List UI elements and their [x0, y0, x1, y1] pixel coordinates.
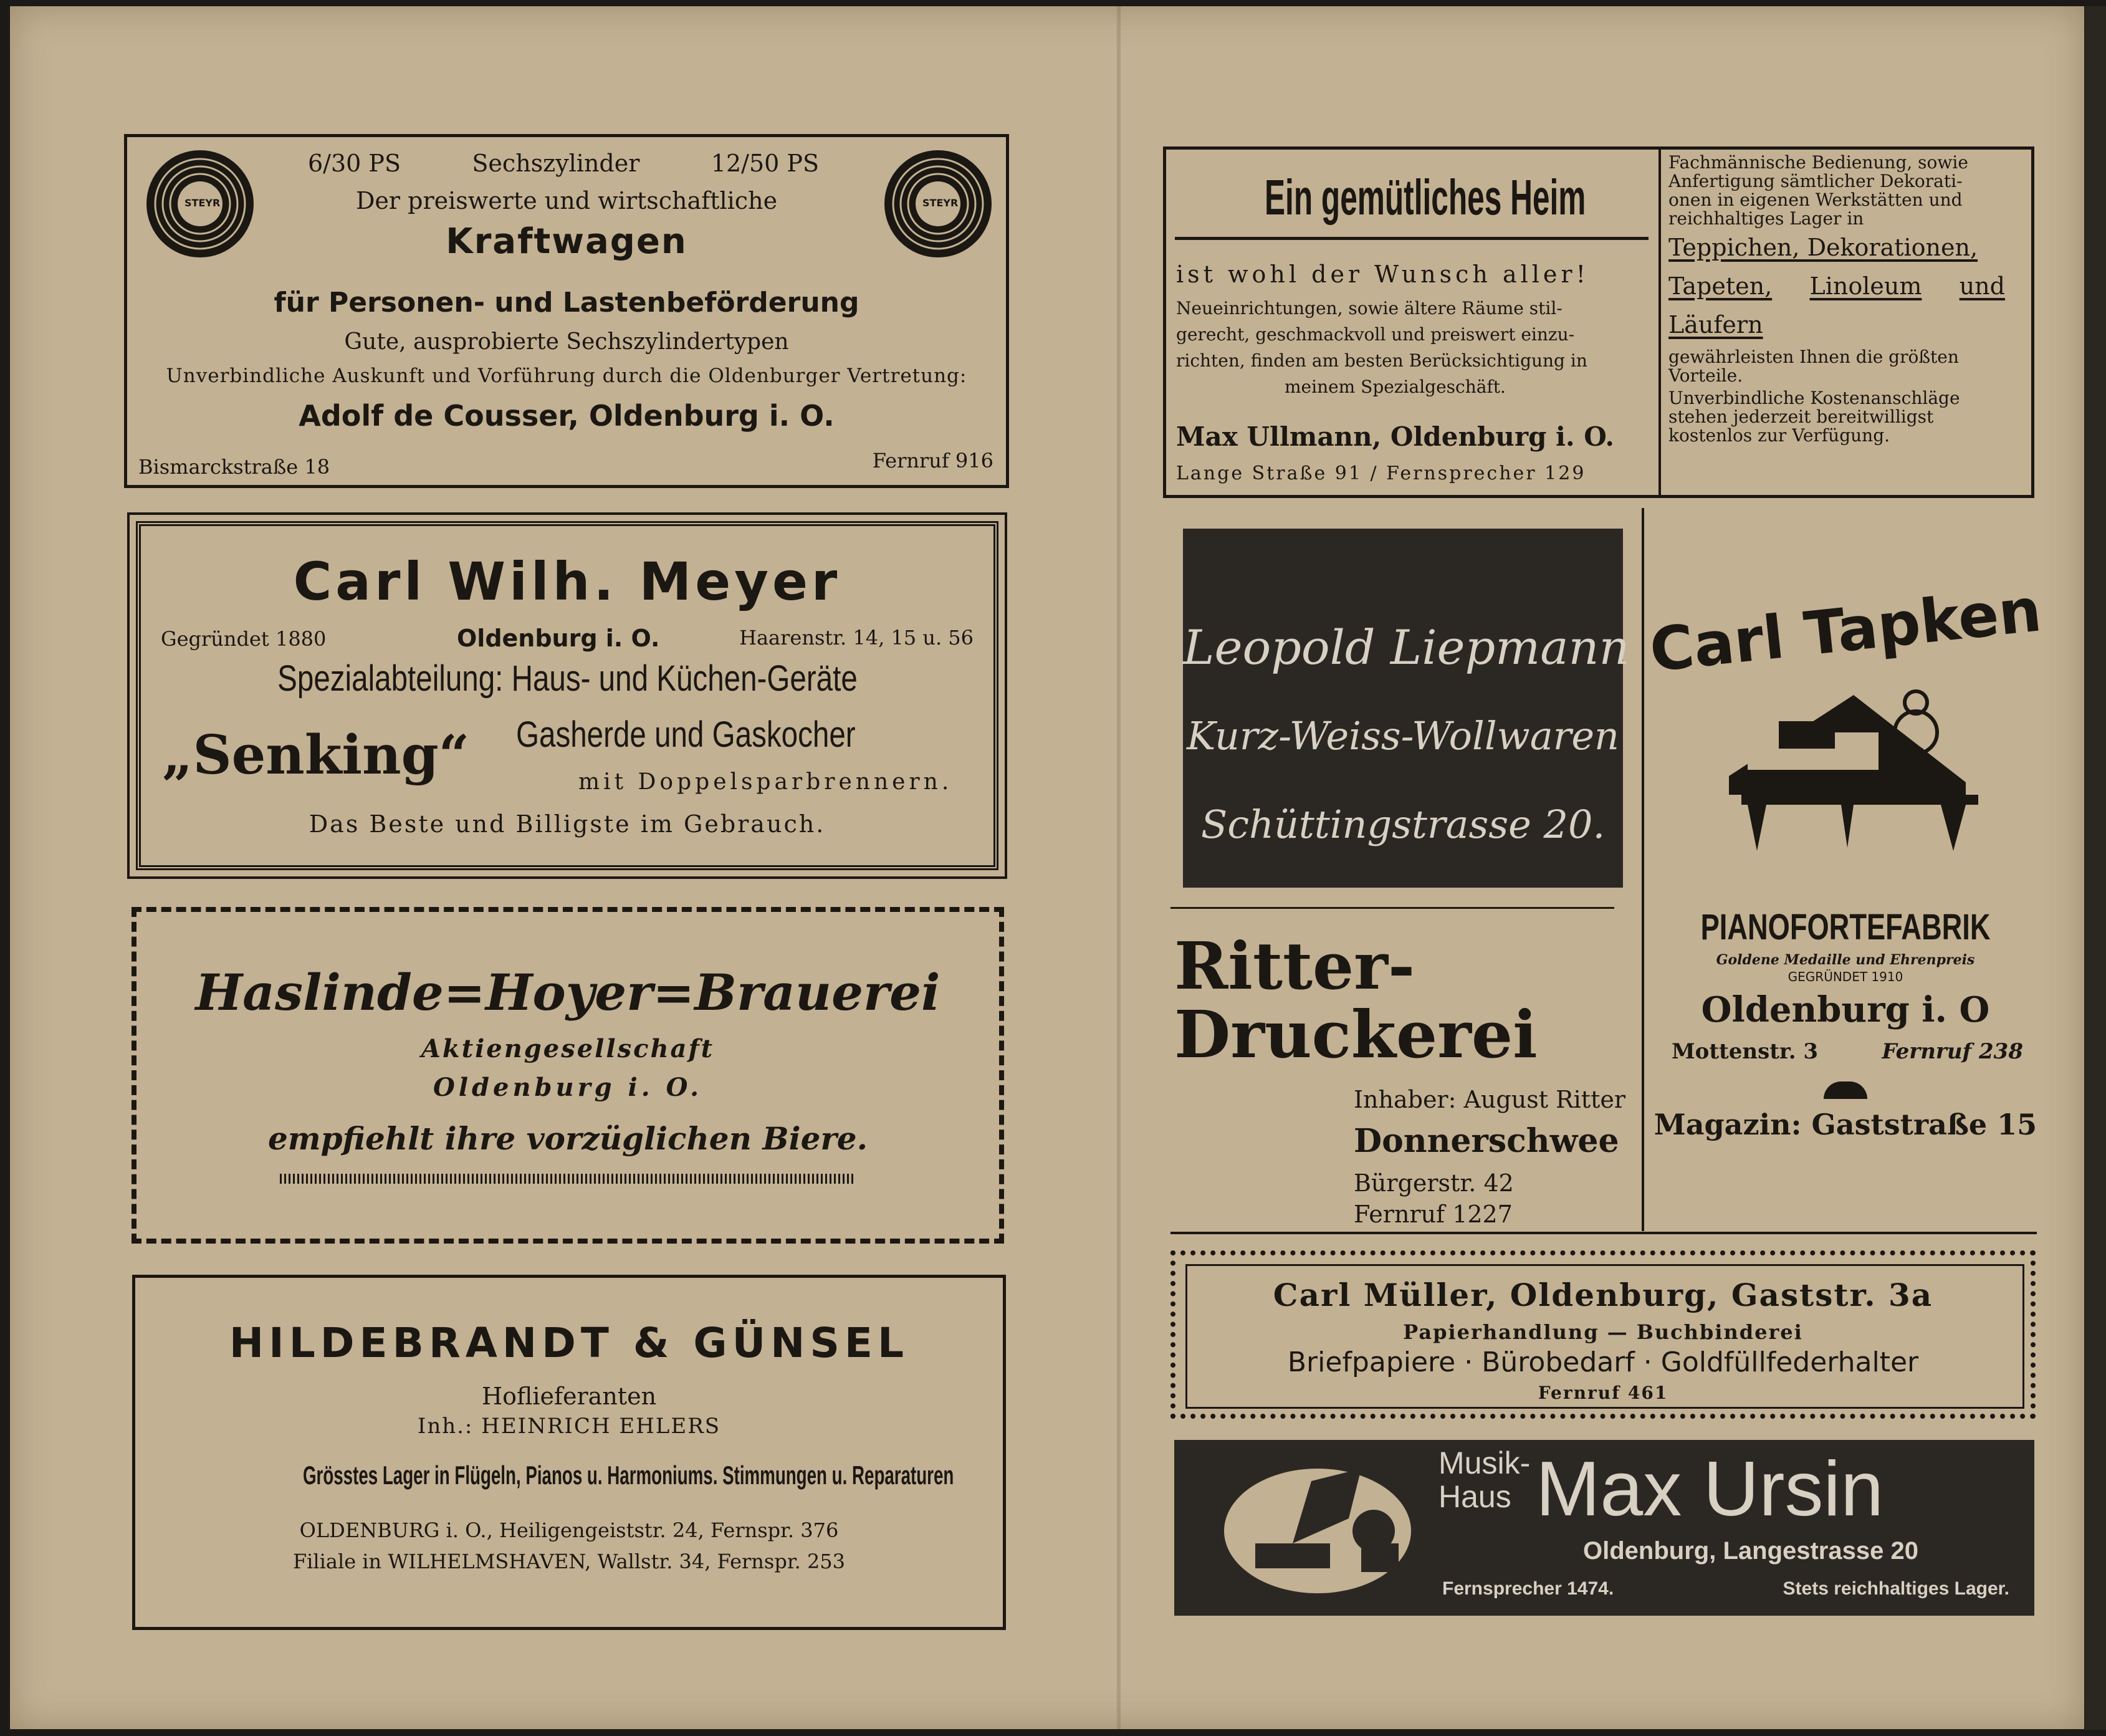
hildebrandt-name: HILDEBRANDT & GÜNSEL — [229, 1319, 909, 1367]
ullmann-ad — [1163, 146, 2034, 498]
ritter-phone: Fernruf 1227 — [1354, 1201, 1513, 1228]
ursin-label-1: Musik- — [1438, 1446, 1531, 1480]
tapken-ornament-icon — [1824, 1081, 1867, 1099]
ritter-owner: Inhaber: August Ritter — [1354, 1086, 1625, 1113]
ullmann-body-4: meinem Spezialgeschäft. — [1285, 376, 1506, 397]
steyr-line1: Der preiswerte und wirtschaftliche — [355, 187, 778, 214]
brewery-ad — [132, 907, 1004, 1244]
newspaper-page — [10, 6, 2084, 1729]
ullmann-wish: ist wohl der Wunsch aller! — [1176, 261, 1589, 288]
liepmann-line3: Schüttingstrasse 20. — [1200, 802, 1606, 847]
steyr-line3: Unverbindliche Auskunft und Vorführung durch die Oldenburger Vertretung: — [166, 365, 967, 387]
meyer-slogan: Das Beste und Billigste im Gebrauch. — [309, 810, 826, 838]
steyr-dealer: Adolf de Cousser, Oldenburg i. O. — [299, 399, 835, 433]
ullmann-address: Lange Straße 91 / Fernsprecher 129 — [1176, 463, 1586, 484]
meyer-ad — [127, 512, 1007, 879]
tapken-name: Carl Tapken — [1646, 575, 2045, 686]
tapken-city: Oldenburg i. O — [1701, 989, 1990, 1030]
ullmann-right-1: Fachmännische Bedienung, sowie — [1668, 152, 1968, 173]
liepmann-line1: Leopold Liepmann — [1183, 620, 1630, 675]
ullmann-right-6: Vorteile. — [1668, 365, 1743, 386]
gramophone-icon — [1218, 1456, 1424, 1602]
ullmann-goods-2b: Linoleum — [1809, 272, 1922, 300]
meyer-burners: mit Doppelsparbrennern. — [578, 769, 953, 795]
hildebrandt-ad — [132, 1275, 1006, 1630]
liepmann-ad — [1183, 529, 1630, 888]
steyr-subheadline: für Personen- und Lastenbeförderung — [274, 287, 859, 319]
ursin-label-2: Haus — [1438, 1479, 1511, 1514]
steyr-phone: Fernruf 916 — [872, 449, 993, 472]
ullmann-right-5: gewährleisten Ihnen die größten — [1668, 347, 1959, 367]
ritter-top-rule — [1170, 907, 1614, 909]
tapken-factory-text: PIANOFORTEFABRIK — [1700, 907, 1991, 947]
meyer-department-text: Spezialabteilung: Haus- und Küchen-Geräte — [277, 658, 858, 699]
ullmann-goods-3: Läufern — [1668, 311, 1763, 338]
ullmann-right-9: kostenlos zur Verfügung. — [1668, 425, 1890, 446]
ullmann-goods-1: Teppichen, Dekorationen, — [1668, 234, 1978, 261]
ullmann-right-2: Anfertigung sämtlicher Dekorati- — [1668, 171, 1963, 191]
hildebrandt-title: Hoflieferanten — [481, 1383, 657, 1410]
page-edge-shadow — [2085, 6, 2106, 1730]
steyr-headline: Kraftwagen — [446, 221, 687, 262]
tapken-founded: GEGRÜNDET 1910 — [1788, 969, 1903, 984]
right-column-rule — [1642, 508, 1644, 1231]
ursin-phone: Fernsprecher 1474. — [1442, 1578, 1614, 1599]
steyr-street: Bismarckstraße 18 — [138, 455, 330, 479]
ursin-slogan: Stets reichhaltiges Lager. — [1783, 1578, 2009, 1599]
ursin-address: Oldenburg, Langestrasse 20 — [1583, 1537, 1918, 1565]
ullmann-right-8: stehen jederzeit bereitwilligst — [1668, 406, 1934, 427]
lower-right-rule — [1170, 1232, 2037, 1234]
steyr-power-left: 6/30 PS — [308, 150, 401, 177]
tapken-award: Goldene Medaille und Ehrenpreis — [1716, 952, 1975, 968]
ullmann-right-column — [1668, 153, 2030, 445]
ullmann-body-1: Neueinrichtungen, sowie ältere Räume stil- — [1176, 298, 1563, 319]
piano-icon — [1729, 689, 1991, 860]
mueller-ad — [1170, 1250, 2036, 1419]
ritter-name-1: Ritter- — [1174, 928, 1415, 1004]
ullmann-goods-2 — [1668, 267, 2005, 305]
steyr-cylinders: Sechszylinder — [472, 150, 640, 177]
mueller-phone: Fernruf 461 — [1538, 1383, 1668, 1403]
ritter-district: Donnerschwee — [1354, 1122, 1619, 1160]
tapken-ad — [1646, 570, 2045, 1194]
ullmann-right-4: reichhaltiges Lager in — [1668, 208, 1864, 229]
hildebrandt-owner: Inh.: HEINRICH EHLERS — [417, 1414, 721, 1439]
page-fold — [1117, 6, 1121, 1729]
ullmann-divider — [1658, 150, 1661, 495]
steyr-power-right: 12/50 PS — [711, 150, 819, 177]
steyr-line2: Gute, ausprobierte Sechszylindertypen — [344, 329, 789, 355]
ullmann-name: Max Ullmann, Oldenburg i. O. — [1176, 421, 1615, 452]
steyr-logo-text-right: STEYR — [922, 197, 959, 209]
tapken-store: Magazin: Gaststraße 15 — [1654, 1108, 2037, 1141]
meyer-founded: Gegründet 1880 — [161, 627, 327, 651]
ullmann-body-3: richten, finden am besten Berücksichtigung in — [1176, 350, 1587, 371]
ullmann-right-3: onen in eigenen Werkstätten und — [1668, 189, 1963, 210]
hildebrandt-address-branch: Filiale in WILHELMSHAVEN, Wallstr. 34, Fernspr. 253 — [292, 1550, 846, 1573]
ritter-street: Bürgerstr. 42 — [1354, 1169, 1514, 1197]
ritter-ad — [1169, 916, 1637, 1228]
hildebrandt-address-main: OLDENBURG i. O., Heiligengeiststr. 24, Fernspr. 376 — [299, 1518, 839, 1542]
brewery-slogan: empfiehlt ihre vorzüglichen Biere. — [267, 1120, 868, 1157]
brewery-type: Aktiengesellschaft — [421, 1034, 715, 1063]
ullmann-goods-2c: und — [1959, 272, 2005, 300]
mueller-trade: Papierhandlung — Buchbinderei — [1403, 1320, 1803, 1344]
tapken-phone: Fernruf 238 — [1882, 1039, 2023, 1064]
mueller-name: Carl Müller, Oldenburg, Gaststr. 3a — [1273, 1277, 1933, 1313]
liepmann-line2: Kurz-Weiss-Wollwaren — [1187, 713, 1619, 759]
ursin-ad — [1174, 1440, 2034, 1616]
brewery-ornament-rule — [280, 1174, 853, 1184]
mueller-goods: Briefpapiere · Bürobedarf · Goldfüllfederhalter — [1287, 1346, 1919, 1378]
tapken-street: Mottenstr. 3 — [1672, 1039, 1819, 1064]
brewery-city: Oldenburg i. O. — [433, 1073, 703, 1102]
steyr-logo-text-left: STEYR — [184, 197, 221, 209]
ullmann-goods-2a: Tapeten, — [1668, 272, 1773, 300]
ullmann-right-7: Unverbindliche Kostenanschläge — [1668, 388, 1960, 408]
meyer-name: Carl Wilh. Meyer — [293, 551, 841, 612]
ullmann-rule — [1175, 237, 1649, 240]
ullmann-headline — [1166, 168, 1652, 226]
ritter-name-2: Druckerei — [1174, 996, 1538, 1073]
tapken-factory — [1649, 906, 2042, 948]
meyer-gas-text: Gasherde und Gaskocher — [516, 714, 856, 755]
brewery-name: Haslinde=Hoyer=Brauerei — [195, 963, 941, 1022]
ursin-name: Max Ursin — [1536, 1446, 1884, 1532]
ullmann-body-2: gerecht, geschmackvoll und preiswert einzu- — [1176, 324, 1575, 345]
meyer-brand: „Senking“ — [162, 724, 470, 787]
steyr-ad — [124, 134, 1009, 488]
ullmann-headline-text: Ein gemütliches Heim — [1264, 170, 1586, 225]
meyer-gas — [516, 713, 930, 755]
meyer-department — [130, 657, 1005, 699]
hildebrandt-stock-text: Grösstes Lager in Flügeln, Pianos u. Harmoniums. Stimmungen u. Reparaturen — [302, 1460, 954, 1490]
meyer-address: Haarenstr. 14, 15 u. 56 — [739, 626, 974, 650]
hildebrandt-stock — [135, 1460, 1003, 1490]
meyer-city: Oldenburg i. O. — [457, 625, 660, 652]
